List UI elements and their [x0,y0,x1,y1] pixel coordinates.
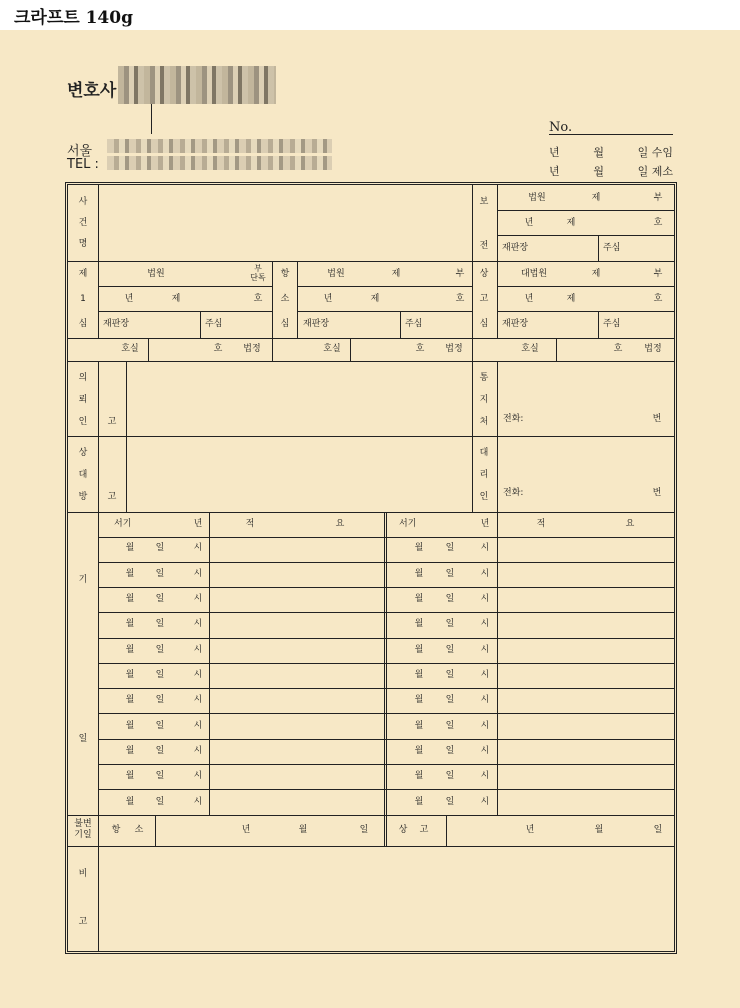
schedule-cell: 시 [193,543,203,553]
schedule-cell: 시 [480,619,490,629]
grid-line [446,815,447,846]
grid-line [98,562,674,563]
schedule-cell: 시 [193,771,203,781]
schedule-cell: 일 [445,746,455,756]
form-label: 부 [653,269,663,279]
form-label: 호 [213,344,223,354]
grid-line [98,713,674,714]
form-label: 지 [479,395,489,405]
schedule-cell: 시 [193,721,203,731]
schedule-cell: 시 [193,797,203,807]
number-label: No. [549,120,573,135]
schedule-cell: 월 [414,619,424,629]
preserve-year: 년 [524,218,534,228]
redacted-lawyer-name [118,66,276,104]
grid-line [98,663,674,664]
schedule-cell: 월 [414,797,424,807]
schedule-cell: 시 [193,670,203,680]
schedule-cell: 일 [445,569,455,579]
schedule-cell: 일 [445,543,455,553]
grid-line [497,512,498,816]
grid-line [148,338,149,361]
form-label: 요 [335,519,345,529]
form-label: 번 [652,414,662,424]
schedule-cell: 월 [414,746,424,756]
grid-line [155,815,156,846]
form-label: 년 [525,825,535,835]
schedule-cell: 월 [125,670,135,680]
form-label: 호실 [521,344,539,354]
form-label: 제 [591,269,601,279]
grid-line [98,286,272,287]
form-label: 고 [479,294,489,304]
form-label: 제 [566,294,576,304]
schedule-cell: 일 [155,569,165,579]
form-label: 소 [134,825,144,835]
form-label: 항 [280,269,290,279]
form-label: 법정 [445,344,463,354]
form-label: 1 [80,294,86,304]
schedule-cell: 시 [480,594,490,604]
grid-line [68,338,674,339]
year-char: 년 [549,165,560,178]
schedule-cell: 일 [445,670,455,680]
schedule-cell: 일 [445,695,455,705]
schedule-cell: 월 [125,594,135,604]
grid-line [472,361,473,513]
form-label: 부 [455,269,465,279]
grid-line [98,512,99,816]
form-label: 일 [653,825,663,835]
grid-line [200,311,201,339]
form-label: 상 [78,448,88,458]
grid-line [350,338,351,361]
form-label: 년 [524,294,534,304]
grid-line [98,688,674,689]
form-label: 통 [479,373,489,383]
form-label: 호 [415,344,425,354]
schedule-cell: 시 [480,695,490,705]
form-label: 년 [323,294,333,304]
form-label: 법정 [243,344,261,354]
schedule-cell: 일 [155,670,165,680]
form-label: 적 [536,519,546,529]
redacted-address [107,139,332,153]
form-label: 처 [479,417,489,427]
form-label: 재판장 [303,319,330,329]
schedule-cell: 월 [125,619,135,629]
schedule-cell: 시 [193,619,203,629]
form-label: 요 [625,519,635,529]
grid-line [497,311,674,312]
grid-line [98,185,99,261]
form-label: 제 [78,269,88,279]
grid-line [598,311,599,339]
form-label: 상 [398,825,408,835]
form-label: 번 [652,488,662,498]
preserve-ho: 호 [653,218,663,228]
form-label: 기 [78,575,88,585]
grid-line [209,512,210,816]
schedule-cell: 일 [445,721,455,731]
case-label-char: 명 [78,239,88,249]
schedule-cell: 월 [414,721,424,731]
grid-line [68,261,674,262]
form-label: 법원 [147,269,165,279]
schedule-cell: 월 [125,721,135,731]
form-label: 적 [245,519,255,529]
form-label: 호 [253,294,263,304]
schedule-cell: 시 [480,771,490,781]
form-label: 호실 [323,344,341,354]
top-bar [0,0,740,30]
number-line [549,134,673,135]
form-label: 월 [298,825,308,835]
form-label: 기일 [74,830,92,840]
grid-line [472,185,473,339]
grid-line [126,361,127,513]
form-label: 불변 [74,819,92,829]
form-label: 뢰 [78,395,88,405]
schedule-cell: 시 [480,569,490,579]
month-char: 월 [593,146,604,159]
preserve-bu: 부 [653,193,663,203]
grid-line [556,338,557,361]
form-label: 법정 [644,344,662,354]
grid-line [68,846,674,847]
schedule-cell: 일 [155,645,165,655]
grid-line [68,361,674,362]
year-char: 년 [549,146,560,159]
form-label: 대 [479,448,489,458]
schedule-cell: 시 [193,695,203,705]
schedule-cell: 월 [414,771,424,781]
schedule-cell: 시 [193,746,203,756]
schedule-cell: 월 [125,645,135,655]
schedule-cell: 일 [155,721,165,731]
case-label-char: 사 [78,197,88,207]
schedule-cell: 월 [414,695,424,705]
form-label: 제 [171,294,181,304]
grid-line [497,210,674,211]
form-label: 단독 [250,273,266,282]
grid-line [272,261,273,361]
form-label: 소 [280,294,290,304]
schedule-cell: 시 [193,569,203,579]
signature-stroke [151,104,152,134]
form-label: 대법원 [520,269,548,279]
preserve-judge: 재판장 [502,243,529,253]
grid-line [98,764,674,765]
grid-line [68,436,674,437]
schedule-cell: 월 [125,543,135,553]
schedule-cell: 시 [480,645,490,655]
schedule-cell: 월 [125,569,135,579]
form-label: 호 [653,294,663,304]
schedule-cell: 시 [193,645,203,655]
form-label: 고 [107,417,117,427]
schedule-cell: 일 [155,771,165,781]
schedule-cell: 일 [155,797,165,807]
schedule-cell: 시 [480,543,490,553]
preserve-label-char: 전 [479,241,489,251]
form-label: 심 [280,319,290,329]
schedule-cell: 일 [155,543,165,553]
form-label: 고 [78,917,88,927]
schedule-cell: 일 [445,645,455,655]
schedule-cell: 월 [125,695,135,705]
form-label: 상 [479,269,489,279]
preserve-main-judge: 주심 [603,243,621,253]
form-label: 년 [193,519,203,529]
grid-line [98,537,674,538]
form-label: 인 [78,417,88,427]
form-label: 제 [391,269,401,279]
schedule-cell: 일 [155,746,165,756]
schedule-cell: 일 [155,695,165,705]
grid-line [98,587,674,588]
grid-line [297,311,472,312]
schedule-cell: 일 [445,619,455,629]
day-received-text: 일 수임 [637,146,673,159]
form-label: 제 [370,294,380,304]
form-label: 인 [479,492,489,502]
form-label: 비 [78,869,88,879]
month-char: 월 [593,165,604,178]
form-label: 서기 [114,519,132,529]
form-label: 심 [78,319,88,329]
schedule-cell: 월 [414,645,424,655]
schedule-cell: 일 [155,594,165,604]
grid-line [472,338,473,361]
grid-line [98,638,674,639]
grid-line [98,311,272,312]
form-label: 월 [594,825,604,835]
form-label: 재판장 [103,319,130,329]
schedule-cell: 일 [445,594,455,604]
schedule-cell: 시 [480,670,490,680]
form-label: 호 [455,294,465,304]
form-label: 서기 [399,519,417,529]
form-label: 항 [111,825,121,835]
paper-type-title: 크라프트 140g [14,8,133,28]
form-label: 대 [78,470,88,480]
grid-line [98,261,99,339]
preserve-je: 제 [591,193,601,203]
form-label: 주심 [205,319,223,329]
day-submitted-text: 일 제소 [637,165,673,178]
grid-line [98,739,674,740]
schedule-cell: 일 [155,619,165,629]
grid-line [98,815,99,951]
form-label: 일 [78,734,88,744]
tel-label: TEL : [67,157,99,172]
form-label: 년 [241,825,251,835]
address-city: 서울 [67,144,93,159]
client-phone-label: 전화: [503,414,524,424]
schedule-cell: 시 [480,797,490,807]
form-label: 의 [78,373,88,383]
form-label: 호 [613,344,623,354]
schedule-cell: 일 [445,771,455,781]
form-label: 고 [419,825,429,835]
form-label: 호실 [121,344,139,354]
schedule-cell: 월 [125,746,135,756]
form-label: 리 [479,470,489,480]
schedule-cell: 시 [480,721,490,731]
grid-line [68,815,674,816]
form-label: 재판장 [502,319,529,329]
grid-line [497,185,498,339]
lawyer-label: 변호사 [67,81,117,101]
form-label: 법원 [327,269,345,279]
schedule-cell: 일 [445,797,455,807]
grid-line [497,361,498,513]
grid-line [297,261,298,339]
opponent-phone-label: 전화: [503,488,524,498]
schedule-cell: 시 [480,746,490,756]
grid-line [598,235,599,261]
form-label: 심 [479,319,489,329]
received-date [549,144,673,160]
grid-line [98,612,674,613]
grid-line [400,311,401,339]
form-label: 부 [254,264,262,273]
preserve-court: 법원 [528,193,546,203]
grid-line [98,789,674,790]
preserve-je2: 제 [566,218,576,228]
grid-line [497,235,674,236]
schedule-cell: 월 [125,771,135,781]
grid-line [497,286,674,287]
schedule-cell: 월 [414,594,424,604]
submitted-date [549,163,673,179]
schedule-cell: 월 [414,670,424,680]
form-label: 고 [107,492,117,502]
form-label: 주심 [603,319,621,329]
form-label: 일 [359,825,369,835]
preserve-label-char: 보 [479,197,489,207]
redacted-tel [107,156,332,170]
form-label: 년 [124,294,134,304]
grid-line [297,286,472,287]
schedule-cell: 월 [125,797,135,807]
form-label: 방 [78,492,88,502]
schedule-cell: 시 [193,594,203,604]
grid-line [98,361,99,513]
grid-line [68,512,674,513]
schedule-cell: 월 [414,569,424,579]
form-label: 주심 [405,319,423,329]
schedule-cell: 월 [414,543,424,553]
form-label: 년 [480,519,490,529]
case-label-char: 건 [78,218,88,228]
